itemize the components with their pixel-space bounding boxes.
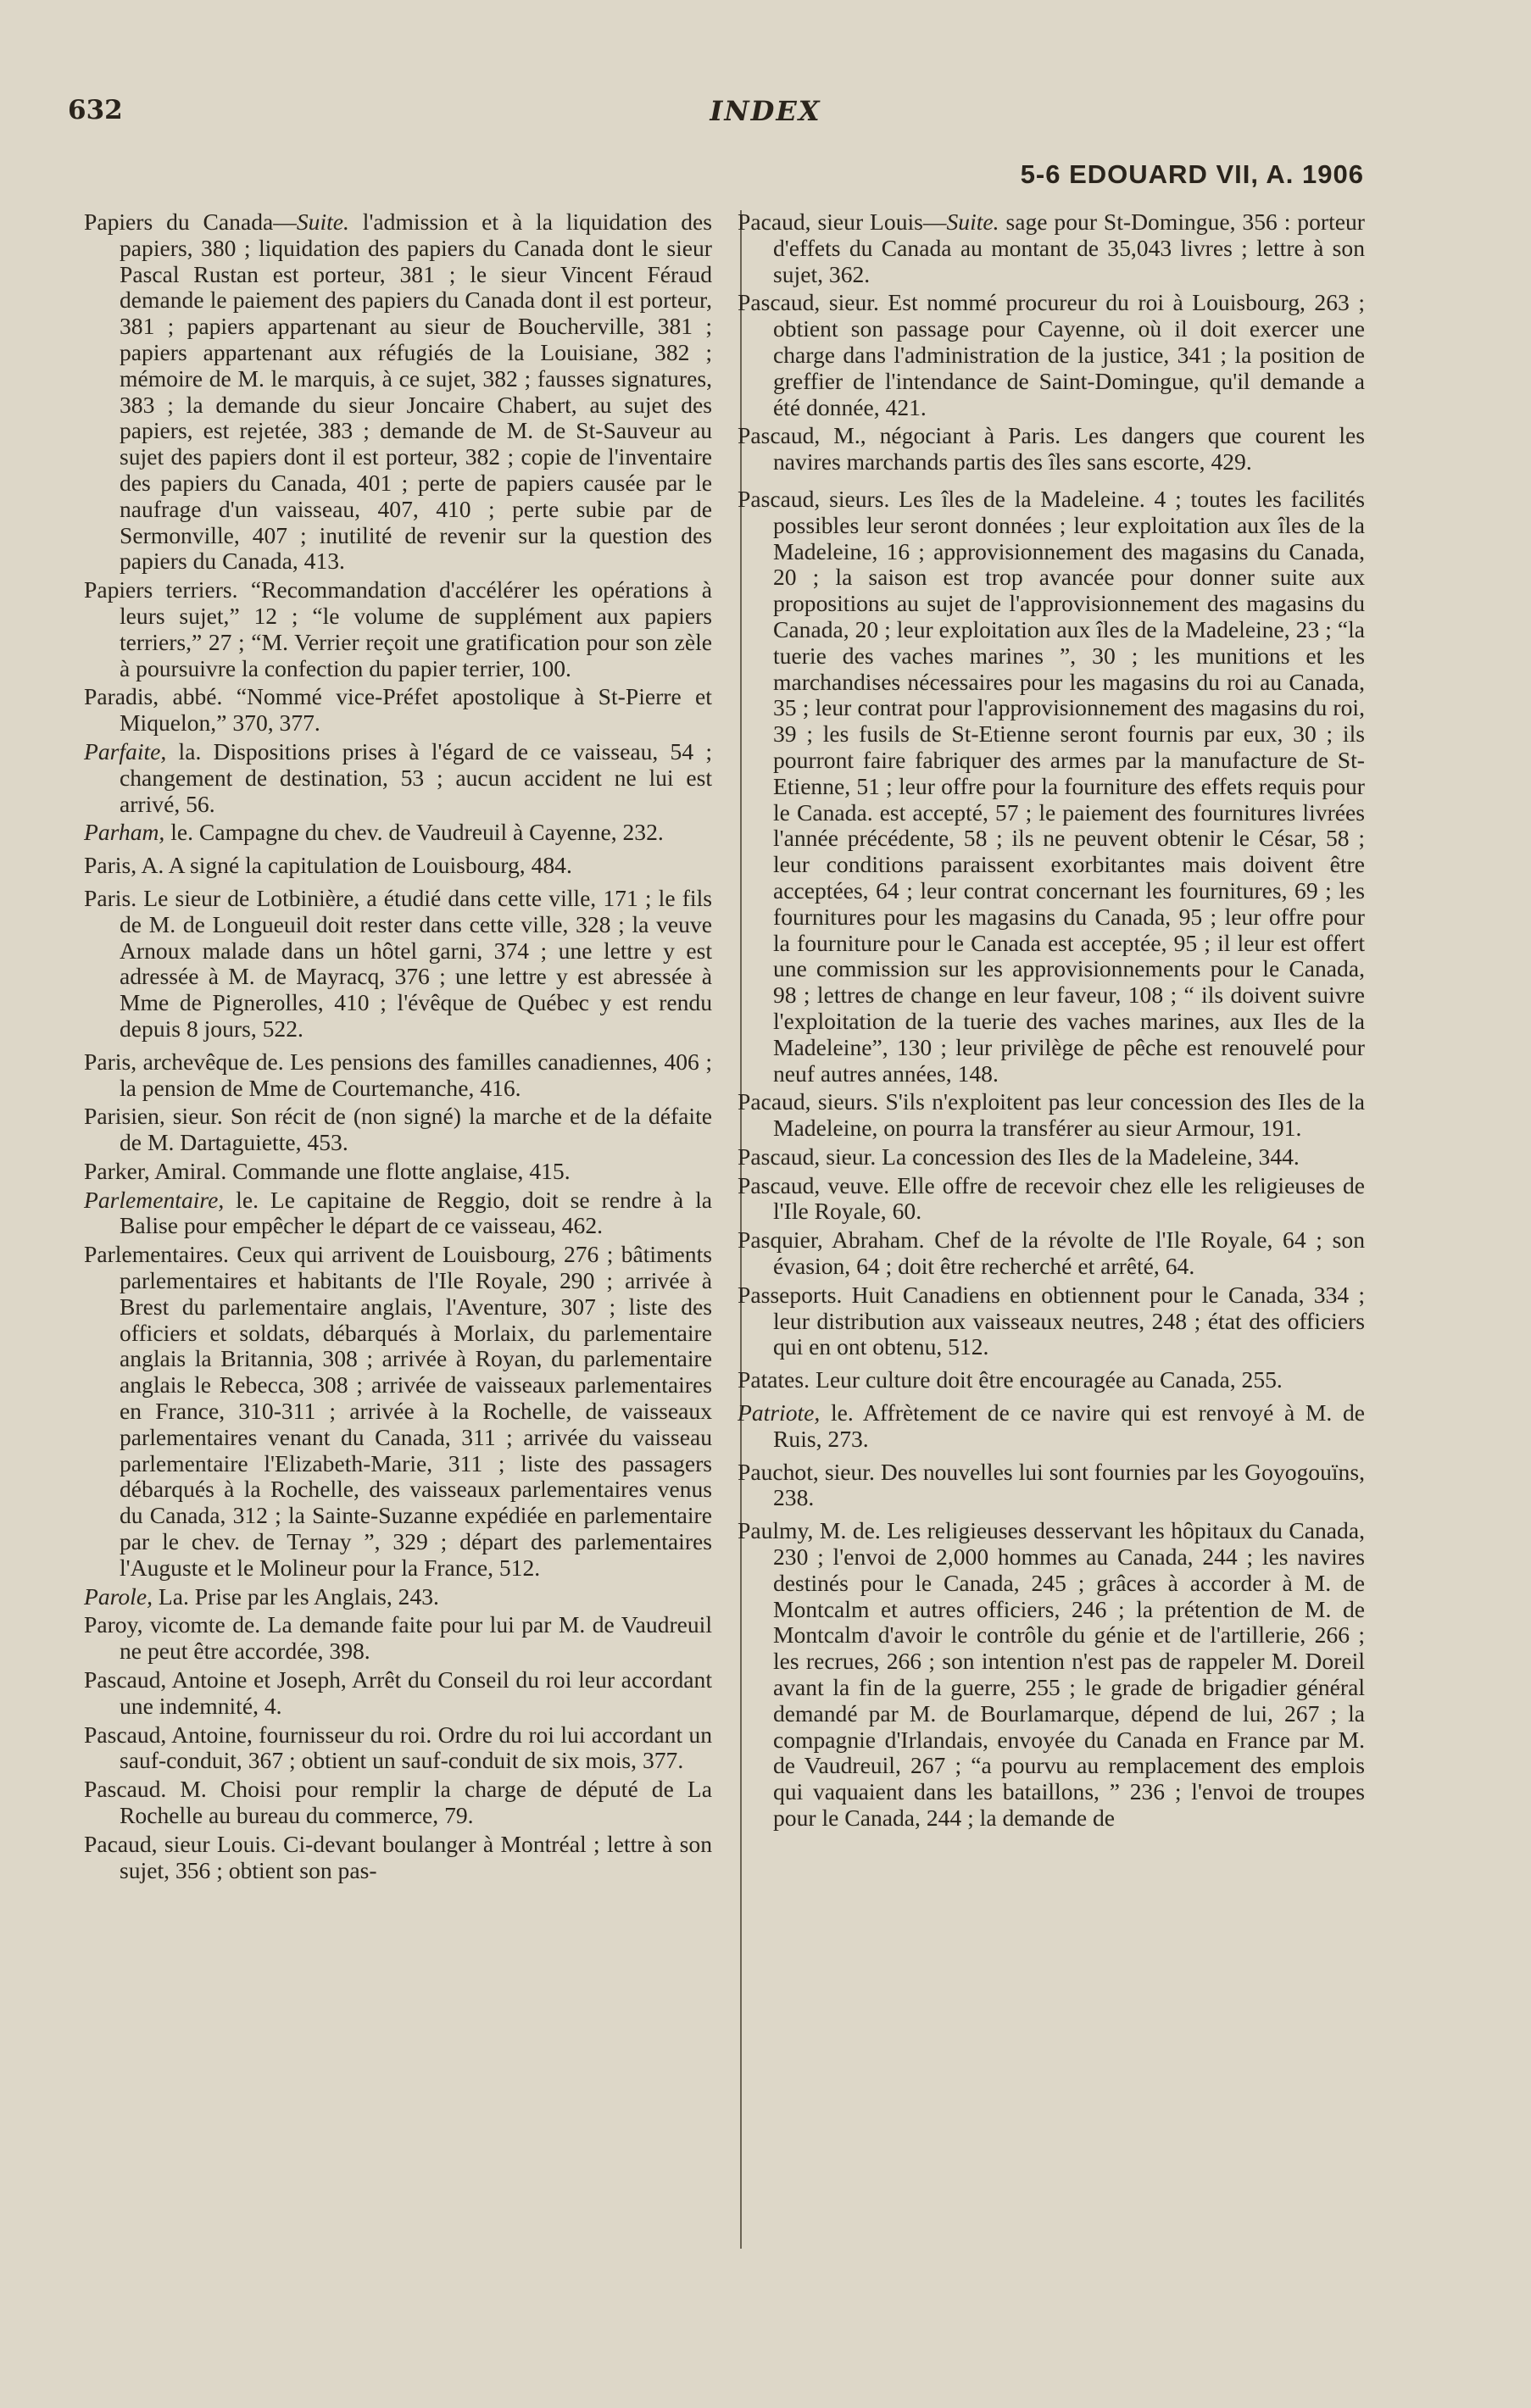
entry-text: La demande faite pour lui par M. de Vaudreuil ne peut être accordée, 398. [120, 1611, 713, 1665]
entry-heading: Paulmy, M. de. [738, 1517, 881, 1544]
entry-text: le. Campagne du chev. de Vaudreuil à Cayenne, 232. [164, 819, 664, 846]
entry-text: Ordre du roi lui accordant un sauf-conduit, 367 ; obtient un sauf-conduit de six mois, 377. [120, 1721, 712, 1774]
index-entry [84, 853, 712, 879]
entry-italic-term: Parfaite, [84, 737, 167, 765]
entry-text: Les pensions des familles canadiennes, 406 ; la pension de Mme de Courtemanche, 416. [120, 1048, 712, 1101]
entry-italic-term: Parlementaire, [84, 1186, 225, 1213]
entry-text: S'ils n'exploitent pas leur concession des Iles de la Madeleine, on pourra la transférer au sieur Armour, 191. [773, 1088, 1365, 1142]
entry-italic-term: Parham, [84, 819, 165, 846]
entry-heading: Papiers du Canada— [84, 209, 297, 235]
entry-heading: Paradis, abbé. [84, 683, 223, 710]
index-entry [84, 1049, 712, 1102]
entry-text: Des nouvelles lui sont fournies par les Goyogouïns, 238. [773, 1458, 1365, 1511]
index-entry [84, 1832, 712, 1884]
entry-text: Elle offre de recevoir chez elle les religieuses de l'Ile Royale, 60. [773, 1171, 1365, 1225]
index-entry [84, 1667, 712, 1720]
index-entry [84, 1104, 712, 1156]
entry-text: Est nommé procureur du roi à Louisbourg, 263 ; obtient son passage pour Cayenne, où il doit exercer une charge dans l'administration de la justice, 341 ; la position de greffier de l'intendance de Saint-Domingue, qu'il demande a été donnée, 421. [773, 289, 1365, 420]
entry-text: sage pour St-Domingue, 356 : porteur d'effets du Canada au montant de 35,043 livres ; lettre à son sujet, 362. [773, 209, 1365, 287]
page-number: 632 [68, 95, 123, 125]
index-entry [84, 1612, 712, 1665]
entry-text: Commande une flotte anglaise, 415. [226, 1157, 571, 1184]
entry-heading: Pascaud, sieur. [738, 1143, 877, 1170]
entry-text: “Recommandation d'accélérer les opérations à leurs sujet,” 12 ; “le volume de supplément aux papiers terriers,” 27 ; “M. Verrier reçoit une gratification pour son zèle à poursuivre la confection du papier terrier, 100. [120, 576, 712, 681]
entry-text: Leur culture doit être encouragée au Canada, 255. [810, 1366, 1283, 1393]
index-entry [84, 1584, 712, 1610]
index-entry [84, 1722, 712, 1775]
entry-heading: Pascaud, Antoine et Joseph, [84, 1666, 347, 1693]
entry-text: La concession des Iles de la Madeleine, 344. [876, 1143, 1300, 1170]
entry-heading: Papiers terriers. [84, 576, 238, 603]
entry-italic-term: Patriote, [738, 1399, 821, 1426]
running-head: INDEX [710, 95, 821, 127]
entry-text: A signé la capitulation de Louisbourg, 484. [164, 852, 572, 879]
session-heading: 5-6 EDOUARD VII, A. 1906 [1020, 159, 1364, 189]
entry-text: Les religieuses desservant les hôpitaux du Canada, 230 ; l'envoi de 2,000 hommes au Canada, 244 ; les navires destinés pour le Canada, 245 ; grâces à accorder à M. de Montcalm et autres officiers, 246 ; la prétention de M. de Montcalm d'avoir le contrôle du génie et de l'artillerie, 266 ; les recrues, 266 ; son intention n'est pas de rappeler M. Doreil avant la fin de la guerre, 255 ; le grade de brigadier général demandé par M. de Bourlamarque, dépend de lui, 267 ; la compagnie d'Irlandais, envoyée du Canada en France par M. de Vaudreuil, 267 ; “a pourvu au remplacement des emplois qui vaquaient dans les bataillons, ” 236 ; l'envoi de troupes pour le Canada, 244 ; la demande de [773, 1517, 1365, 1832]
index-entry [738, 1173, 1365, 1226]
entry-text: le. Affrètement de ce navire qui est renvoyé à M. de Ruis, 273. [773, 1399, 1365, 1452]
entry-heading: Parker, Amiral. [84, 1157, 227, 1184]
entry-text: Le sieur de Lotbinière, a étudié dans cette ville, 171 ; le fils de M. de Longueuil doit rester dans cette ville, 328 ; la veuve Arnoux malade dans un hôtel garni, 374 ; une lettre y est adressée à M. de Mayracq, 376 ; une lettre y est abressée à Mme de Pignerolles, 410 ; l'évêque de Québec y est rendu depuis 8 jours, 522. [120, 884, 712, 1042]
left-column [84, 209, 712, 1884]
index-entry [738, 487, 1365, 1087]
entry-heading: Pascaud. M. [84, 1776, 207, 1803]
entry-text: Chef de la révolte de l'Ile Royale, 64 ; son évasion, 64 ; doit être recherché et arrêté, 64. [773, 1226, 1365, 1280]
entry-italic-term: Suite. [946, 209, 999, 235]
index-entry [84, 1187, 712, 1240]
index-entry [738, 1460, 1365, 1512]
entry-heading: Passeports. [738, 1281, 843, 1308]
index-entry [84, 1159, 712, 1185]
entry-text: “Nommé vice-Préfet apostolique à St-Pierre et Miquelon,” 370, 377. [120, 683, 712, 737]
index-entry [84, 820, 712, 846]
index-entry [738, 423, 1365, 475]
index-entry [84, 739, 712, 817]
entry-text: Ci-devant boulanger à Montréal ; lettre à son sujet, 356 ; obtient son pas- [120, 1830, 712, 1883]
entry-text: Huit Canadiens en obtiennent pour le Canada, 334 ; leur distribution aux vaisseaux neutres, 248 ; état des officiers qui en ont obtenu, 512. [773, 1281, 1365, 1360]
entry-heading: Paroy, vicomte de. [84, 1611, 261, 1638]
entry-text: Les dangers que courent les navires marchands partis des îles sans escorte, 429. [773, 422, 1365, 475]
index-entry [738, 290, 1365, 420]
index-entry [738, 1282, 1365, 1360]
entry-text: Choisi pour remplir la charge de député de La Rochelle au bureau du commerce, 79. [120, 1776, 712, 1829]
entry-heading: Pacaud, sieur Louis— [738, 209, 947, 235]
index-entry [84, 1777, 712, 1829]
index-entry [84, 577, 712, 681]
entry-text: Ceux qui arrivent de Louisbourg, 276 ; bâtiments parlementaires et habitants de l'Ile Royale, 290 ; arrivée à Brest du parlementaire anglais, l'Aventure, 307 ; liste des officiers et soldats, débarqués à Morlaix, du parlementaire anglais la Britannia, 308 ; arrivée à Royan, du parlementaire anglais le Rebecca, 308 ; arrivée de vaisseaux parlementaires en France, 310-311 ; arrivée à la Rochelle, de vaisseaux parlementaires venant du Canada, 311 ; arrivée du vaisseau parlementaire l'Elizabeth-Marie, 311 ; liste des passagers débarqués à la Rochelle, des vaisseaux parlementaires venus du Canada, 312 ; la Sainte-Suzanne expédiée en parlementaire par le chev. de Ternay ”, 329 ; départ des parlementaires l'Auguste et le Molineur pour la France, 512. [120, 1241, 712, 1581]
entry-heading: Paris. [84, 884, 137, 911]
entry-heading: Pascaud, sieur. [738, 289, 879, 316]
entry-heading: Pacaud, sieurs. [738, 1088, 879, 1115]
entry-text: Les îles de la Madeleine. 4 ; toutes les facilités possibles leur seront données ; leur exploitation aux îles de la Madeleine, 16 ; approvisionnement des magasins du Canada, 20 ; la saison est trop avancée pour donner suite aux propositions au sujet de l'approvisionnement des magasins du Canada, 20 ; leur exploitation aux îles de la Madeleine, 23 ; “la tuerie des vaches marines ”, 30 ; les munitions et les marchandises nécessaires pour les magasins du roi au Canada, 35 ; leur contrat pour l'approvisionnement des magasins du roi, 39 ; les fusils de St-Etienne seront fournis par eux, 30 ; ils pourront faire fabriquer des armes par la manufacture de St-Etienne, 51 ; leur offre pour la fourniture des effets requis pour le Canada. est accepté, 57 ; le paiement des fournitures livrées l'année précédente, 58 ; ils ne peuvent obtenir le César, 58 ; leur conditions paraissent exorbitantes mais doivent être acceptées, 64 ; leur contrat concernant les fournitures, 69 ; les fournitures pour les magasins du Canada, 95 ; leur offre pour la fourniture pour le Canada est acceptée, 95 ; il leur est offert une commission sur les approvisionnements pour le Canada, 98 ; lettres de change en leur faveur, 108 ; “ ils doivent suivre l'exploitation de la tuerie des vaches marines, aux Iles de la Madeleine”, 130 ; leur privilège de pêche est renouvelé pour neuf autres années, 148. [773, 485, 1365, 1087]
entry-heading: Pasquier, Abraham. [738, 1226, 925, 1254]
index-entry [84, 684, 712, 737]
entry-heading: Parisien, sieur. [84, 1103, 223, 1130]
entry-italic-term: Suite. [296, 209, 349, 235]
index-entry [738, 1400, 1365, 1453]
entry-text: Son récit de (non signé) la marche et de la défaite de M. Dartaguiette, 453. [120, 1103, 712, 1156]
index-entry [84, 886, 712, 1043]
index-entry [738, 1518, 1365, 1832]
entry-text: la. Dispositions prises à l'égard de ce vaisseau, 54 ; changement de destination, 53 ; aucun accident ne lui est arrivé, 56. [120, 737, 712, 817]
index-entry [738, 1227, 1365, 1280]
entry-heading: Pascaud, M., négociant à Paris. [738, 422, 1061, 449]
entry-italic-term: Parole, [84, 1582, 153, 1610]
index-entry [84, 209, 712, 575]
entry-heading: Pacaud, sieur Louis. [84, 1830, 276, 1857]
entry-heading: Pascaud, Antoine, fournisseur du roi. [84, 1721, 432, 1748]
entry-heading: Pauchot, sieur. [738, 1458, 875, 1485]
entry-heading: Pascaud, sieurs. [738, 485, 890, 512]
entry-heading: Parlementaires. [84, 1241, 229, 1268]
index-entry [738, 1367, 1365, 1393]
entry-text: l'admission et à la liquidation des papiers, 380 ; liquidation des papiers du Canada dont le sieur Pascal Rustan est porteur, 381 ; le sieur Vincent Féraud demande le paiement des papiers du Canada dont il est porteur, 381 ; papiers appartenant au sieur de Boucherville, 381 ; papiers appartenant aux réfugiés de la Louisiane, 382 ; mémoire de M. le marquis, à ce sujet, 382 ; fausses signatures, 383 ; la demande du sieur Joncaire Chabert, au sujet des papiers, est rejetée, 383 ; demande de M. de St-Sauveur au sujet des papiers dont il est porteur, 382 ; copie de l'inventaire des papiers du Canada, 401 ; perte de papiers causée par le naufrage d'un vaisseau, 407, 410 ; perte subie par de Sermonville, 407 ; inutilité de revenir sur la question des papiers du Canada, 413. [120, 209, 712, 575]
entry-heading: Pascaud, veuve. [738, 1171, 890, 1198]
entry-text: Arrêt du Conseil du roi leur accordant une indemnité, 4. [120, 1666, 712, 1719]
entry-heading: Patates. [738, 1366, 810, 1393]
entry-text: le. Le capitaine de Reggio, doit se rendre à la Balise pour empêcher le départ de ce vaisseau, 462. [120, 1186, 712, 1239]
entry-text: La. Prise par les Anglais, 243. [152, 1582, 439, 1610]
right-column [738, 209, 1365, 1832]
index-entry [738, 209, 1365, 287]
index-entry [738, 1089, 1365, 1142]
index-entry [84, 1242, 712, 1581]
entry-heading: Paris, A. [84, 852, 164, 879]
entry-heading: Paris, archevêque de. [84, 1048, 284, 1075]
index-entry [738, 1144, 1365, 1171]
